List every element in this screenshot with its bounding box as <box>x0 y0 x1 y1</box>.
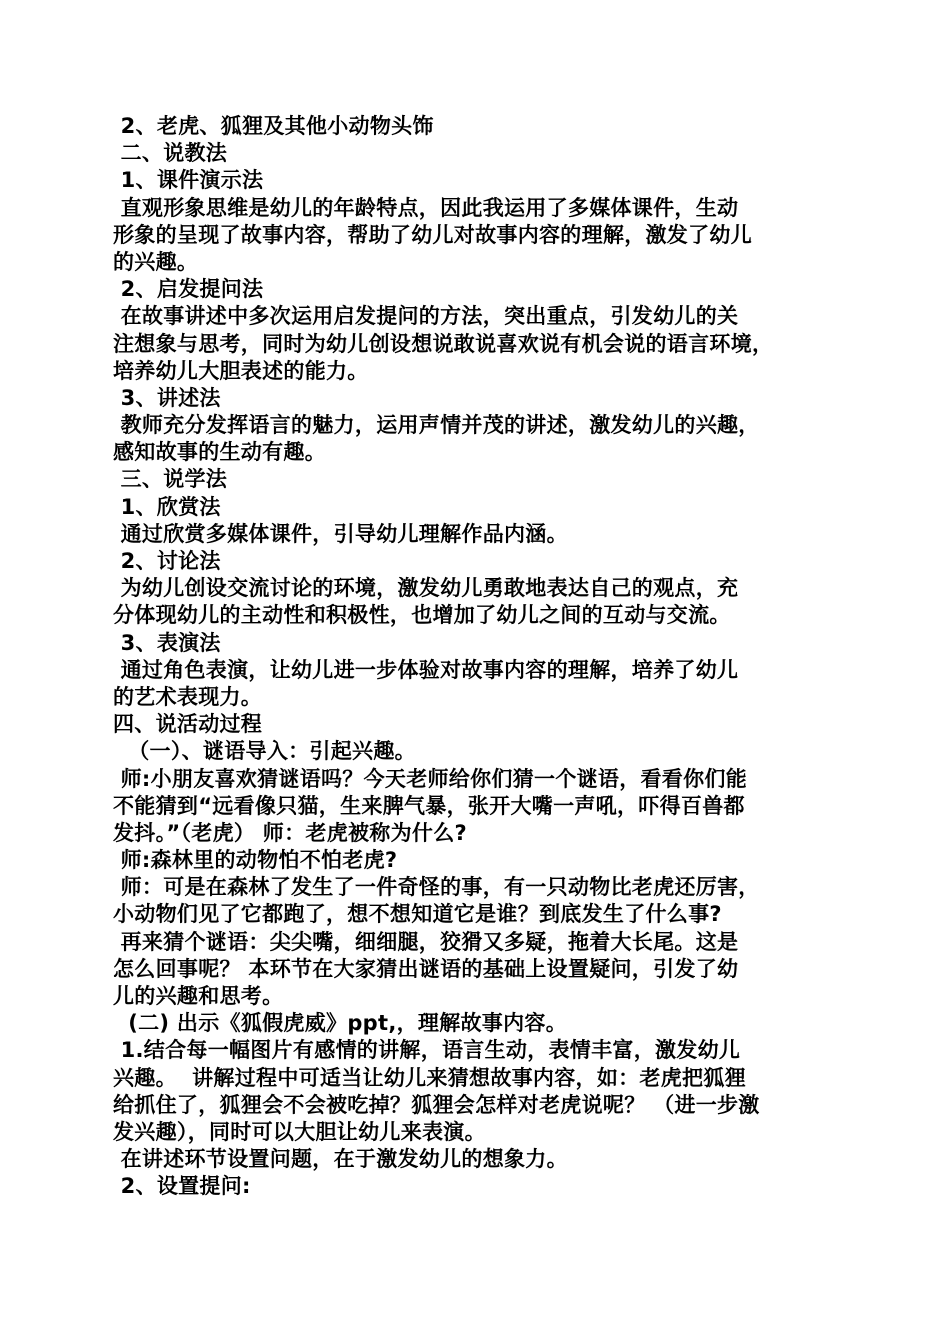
section-heading: 二、说教法 <box>113 141 228 166</box>
text-line: 小动物们见了它都跑了，想不想知道它是谁？到底发生了什么事? <box>113 902 722 927</box>
subsection-heading: 2、设置提问: <box>113 1174 251 1199</box>
text-line: 在讲述环节设置问题，在于激发幼儿的想象力。 <box>113 1147 568 1172</box>
text-line: 的艺术表现力。 <box>113 684 263 709</box>
text-line: 通过欣赏多媒体课件，引导幼儿理解作品内涵。 <box>113 521 568 546</box>
text-line: 再来猜个谜语：尖尖嘴，细细腿，狡猾又多疑，拖着大长尾。这是 <box>113 929 739 954</box>
text-line: 发兴趣），同时可以大胆让幼儿来表演。 <box>113 1119 486 1144</box>
subsection-heading: 1、欣赏法 <box>113 494 221 519</box>
text-line: 通过角色表演，让幼儿进一步体验对故事内容的理解，培养了幼儿 <box>113 657 739 682</box>
subsection-heading: 3、表演法 <box>113 630 221 655</box>
text-line: 的兴趣。 <box>113 249 199 274</box>
section-heading: 三、说学法 <box>113 467 228 492</box>
text-line: 直观形象思维是幼儿的年龄特点，因此我运用了多媒体课件，生动 <box>113 195 739 220</box>
text-line: 儿的兴趣和思考。 <box>113 984 284 1008</box>
subsection-heading: （一）、谜语导入：引起兴趣。 <box>113 739 416 764</box>
text-line: 2、老虎、狐狸及其他小动物头饰 <box>113 114 434 138</box>
text-line: 师：可是在森林了发生了一件奇怪的事，有一只动物比老虎还厉害， <box>113 875 760 900</box>
text-line: 兴趣。 讲解过程中可适当让幼儿来猜想故事内容，如：老虎把狐狸 <box>113 1065 746 1090</box>
text-line: 注想象与思考，同时为幼儿创设想说敢说喜欢说有机会说的语言环境， <box>113 331 774 356</box>
subsection-heading: 2、讨论法 <box>113 549 221 573</box>
text-line: 1.结合每一幅图片有感情的讲解，语言生动，表情丰富，激发幼儿 <box>113 1038 741 1063</box>
text-line: 怎么回事呢？ 本环节在大家猜出谜语的基础上设置疑问，引发了幼 <box>113 956 739 981</box>
text-line: 形象的呈现了故事内容，帮助了幼儿对故事内容的理解，激发了幼儿 <box>113 222 752 247</box>
subsection-heading: 3、讲述法 <box>113 385 221 410</box>
text-line: 感知故事的生动有趣。 <box>113 440 326 465</box>
text-line: 师:小朋友喜欢猜谜语吗？今天老师给你们猜一个谜语，看看你们能 <box>113 766 748 791</box>
text-line: 为幼儿创设交流讨论的环境，激发幼儿勇敢地表达自己的观点，充 <box>113 576 739 601</box>
text-line: 培养幼儿大胆表述的能力。 <box>113 358 369 383</box>
text-line: 给抓住了，狐狸会不会被吃掉？狐狸会怎样对老虎说呢？ （进一步激 <box>113 1092 760 1117</box>
subsection-heading: (二) 出示《狐假虎威》ppt,，理解故事内容。 <box>113 1011 568 1036</box>
text-line: 教师充分发挥语言的魅力，运用声情并茂的讲述，激发幼儿的兴趣， <box>113 413 760 438</box>
text-line: 发抖。”（老虎） 师：老虎被称为什么? <box>113 820 467 845</box>
text-line: 分体现幼儿的主动性和积极性，也增加了幼儿之间的互动与交流。 <box>113 603 731 628</box>
subsection-heading: 1、课件演示法 <box>113 168 264 193</box>
text-line: 师:森林里的动物怕不怕老虎? <box>113 848 398 873</box>
section-heading: 四、说活动过程 <box>113 712 263 737</box>
text-line: 在故事讲述中多次运用启发提问的方法，突出重点，引发幼儿的关 <box>113 304 739 329</box>
text-line: 不能猜到“远看像只猫，生来脾气暴，张开大嘴一声吼，吓得百兽都 <box>113 793 745 818</box>
document-page <box>113 113 843 1201</box>
subsection-heading: 2、启发提问法 <box>113 277 264 302</box>
